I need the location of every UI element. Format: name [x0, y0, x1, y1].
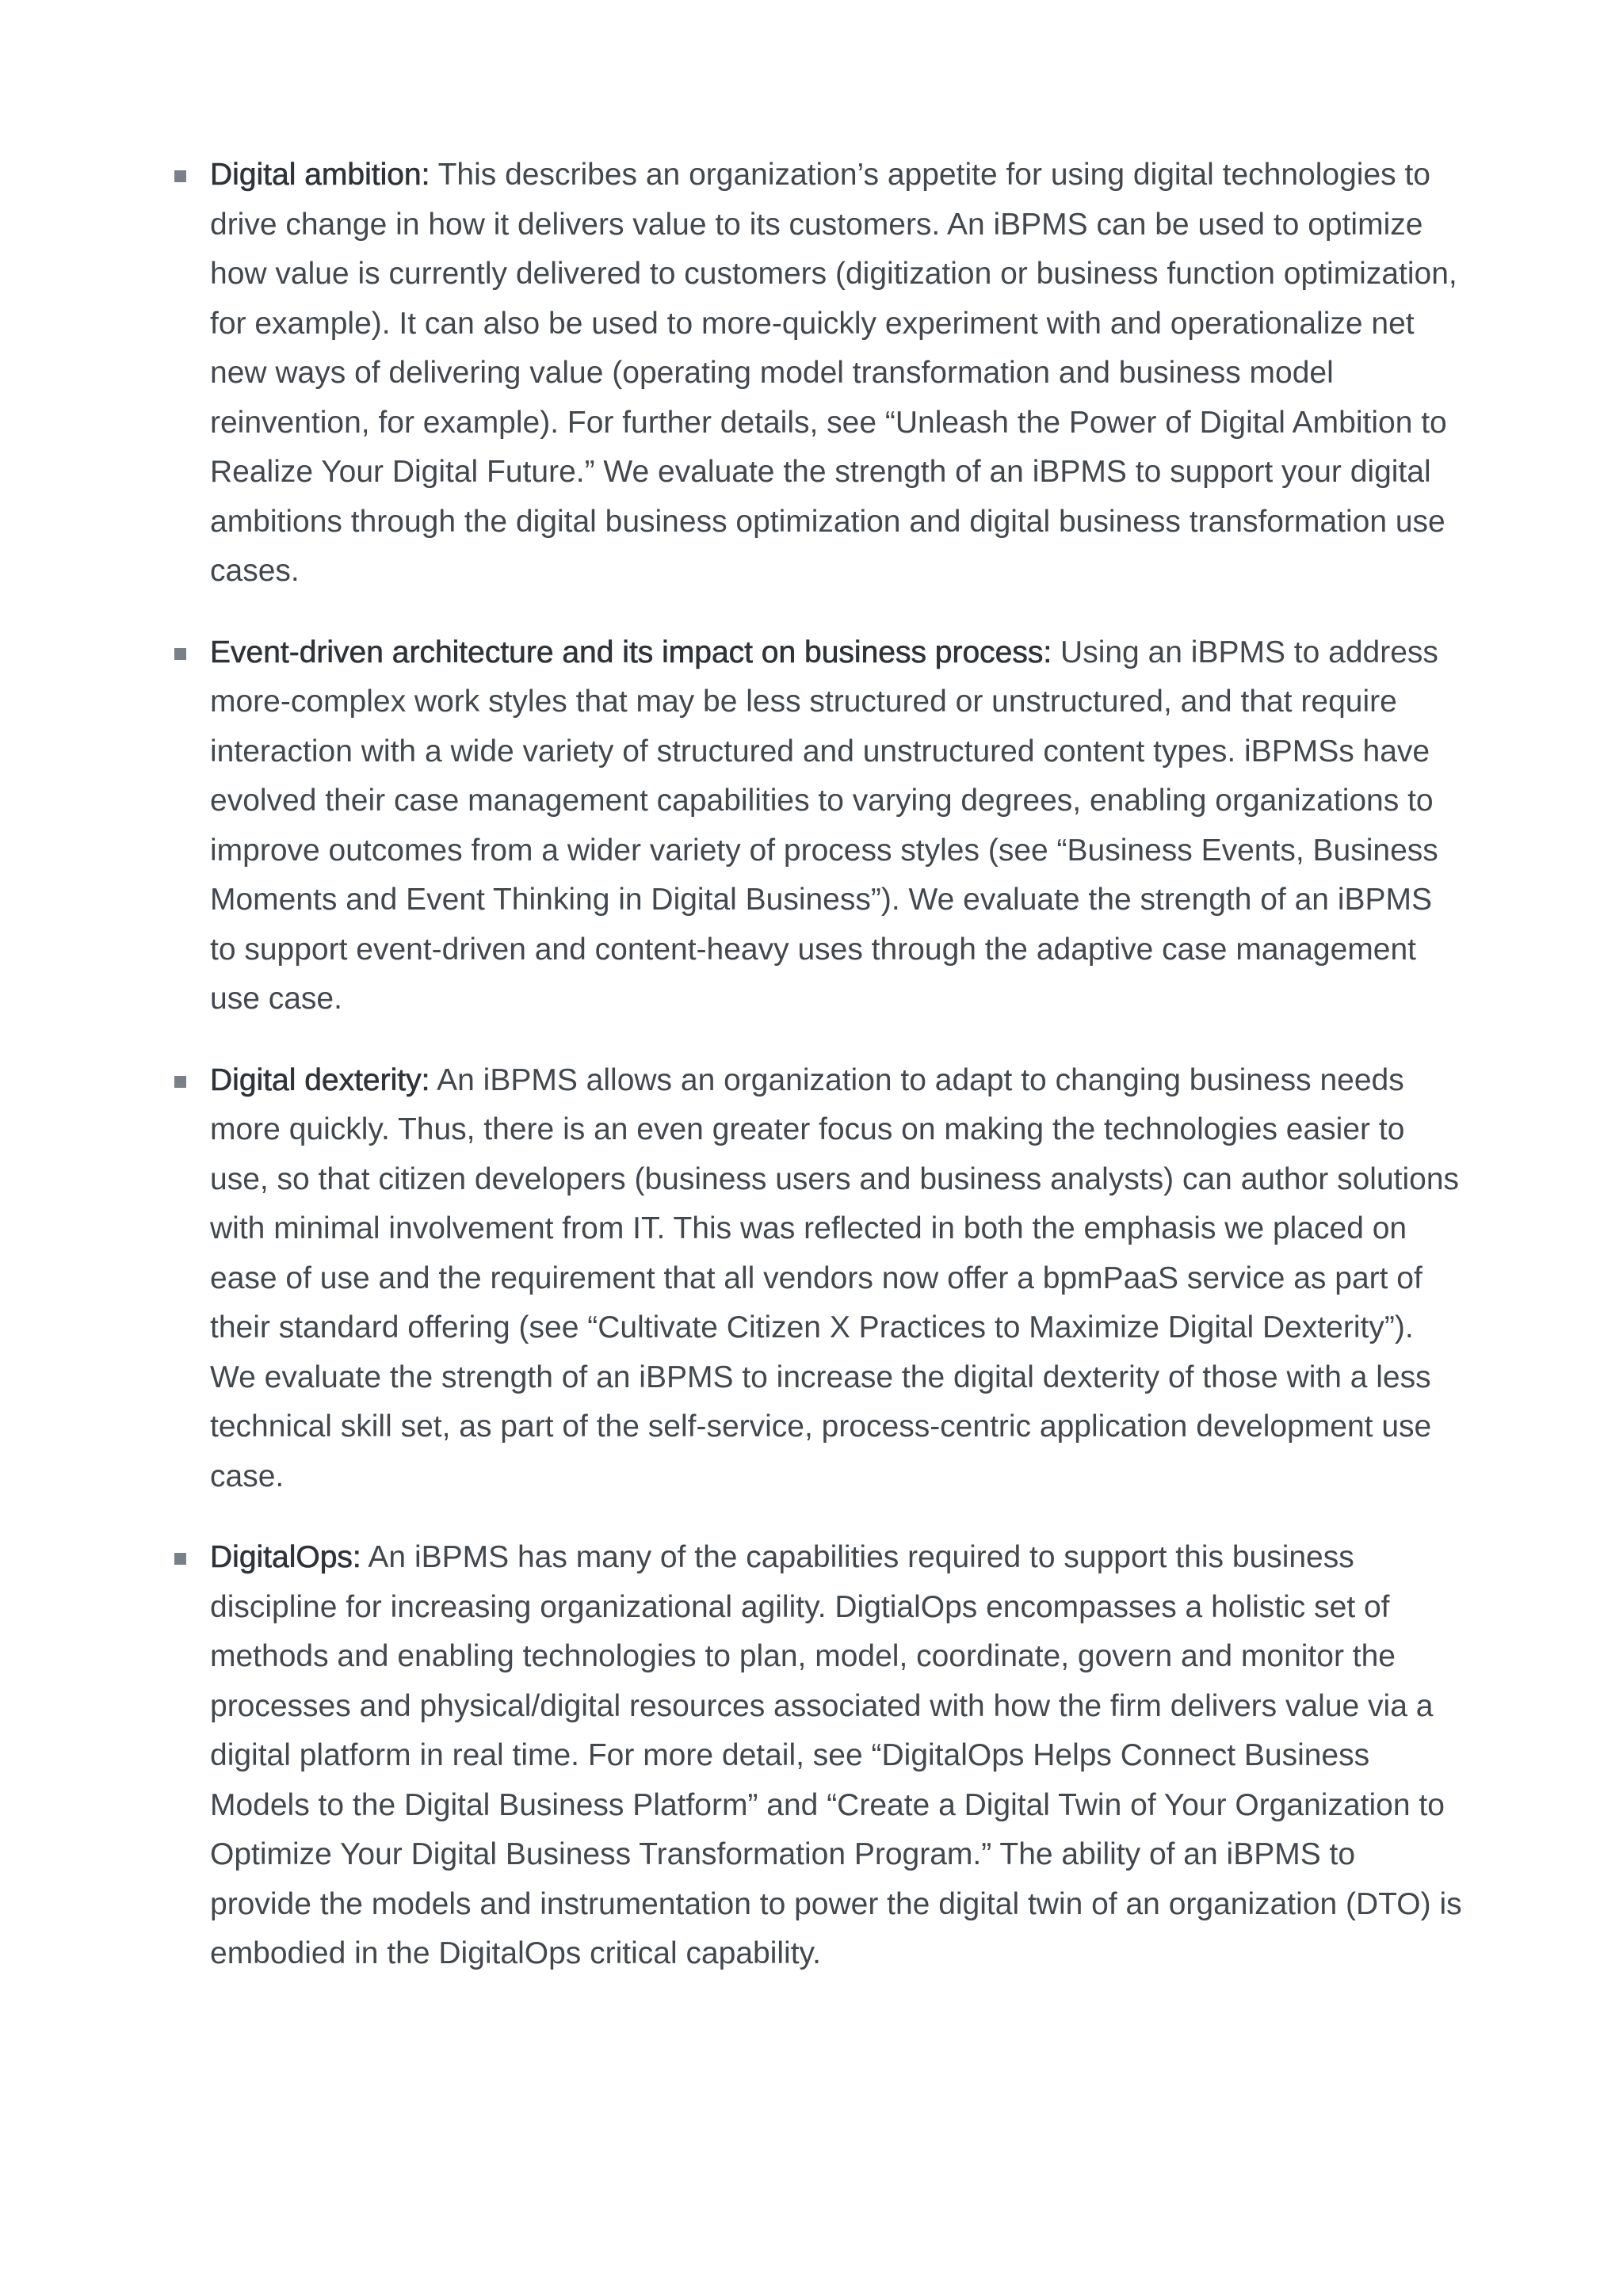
bullet-body: An iBPMS allows an organization to adapt to changing business needs more quickly. Thus, there is an even greater focus on making the technologies easier to use, so that citizen developers (business users and business analysts) can author solutions with minimal involvement from IT. This was reflected in both the emphasis we placed on ease of use and the requirement that all vendors now offer a bpmPaaS service as part of their standard offering (see “Cultivate Citizen X Practices to Maximize Digital Dexterity”). We evaluate the strength of an iBPMS to increase the digital dexterity of those with a less technical skill set, as part of the self-service, process-centric application development use case.	[210, 1062, 1460, 1493]
bullet-item-event-driven-architecture	[210, 628, 1462, 1024]
bullet-term: Digital dexterity:	[210, 1062, 430, 1097]
bullet-term: Digital ambition:	[210, 158, 430, 192]
bullet-item-digital-dexterity	[210, 1056, 1462, 1502]
bullet-term: DigitalOps:	[210, 1540, 361, 1574]
square-bullet-icon	[174, 170, 186, 182]
square-bullet-icon	[174, 648, 186, 660]
square-bullet-icon	[174, 1553, 186, 1565]
bullet-list	[210, 151, 1462, 2011]
bullet-term: Event-driven architecture and its impact on business process:	[210, 635, 1052, 669]
bullet-body: Using an iBPMS to address more-complex work styles that may be less structured or unstructured, and that require interaction with a wide variety of structured and unstructured content types. iBPMSs have evolved their case management capabilities to varying degrees, enabling organizations to improve outcomes from a wider variety of process styles (see “Business Events, Business Moments and Event Thinking in Digital Business”). We evaluate the strength of an iBPMS to support event-driven and content-heavy uses through the adaptive case management use case.	[210, 635, 1438, 1016]
bullet-item-digitalops	[210, 1533, 1462, 1979]
square-bullet-icon	[174, 1076, 186, 1088]
bullet-body: This describes an organization’s appetite for using digital technologies to drive change in how it delivers value to its customers. An iBPMS can be used to optimize how value is currently delivered to customers (digitization or business function optimization, for example). It can also be used to more-quickly experiment with and operationalize net new ways of delivering value (operating model transformation and business model reinvention, for example). For further details, see “Unleash the Power of Digital Ambition to Realize Your Digital Future.” We evaluate the strength of an iBPMS to support your digital ambitions through the digital business optimization and digital business transformation use cases.	[210, 158, 1457, 588]
bullet-body: An iBPMS has many of the capabilities required to support this business discipline for increasing organizational agility. DigtialOps encompasses a holistic set of methods and enabling technologies to plan, model, coordinate, govern and monitor the processes and physical/digital resources associated with how the firm delivers value via a digital platform in real time. For more detail, see “DigitalOps Helps Connect Business Models to the Digital Business Platform” and “Create a Digital Twin of Your Organization to Optimize Your Digital Business Transformation Program.” The ability of an iBPMS to provide the models and instrumentation to power the digital twin of an organization (DTO) is embodied in the DigitalOps critical capability.	[210, 1540, 1462, 1970]
bullet-item-digital-ambition	[210, 151, 1462, 597]
